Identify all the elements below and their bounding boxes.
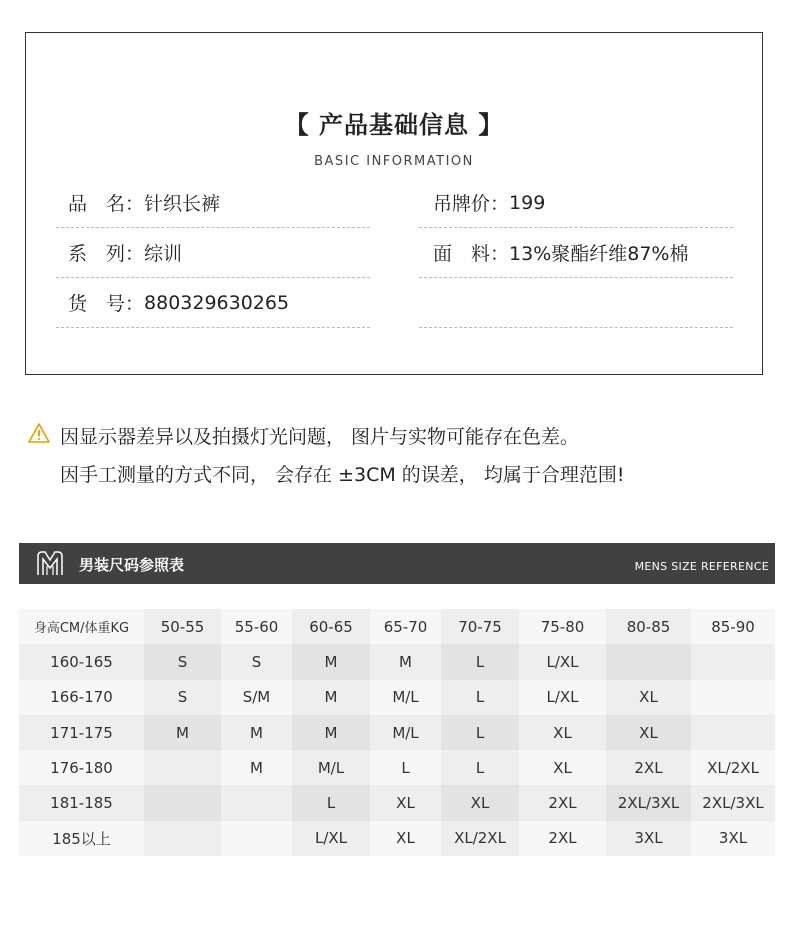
size-cell: S — [221, 644, 292, 679]
info-label: 品 名： — [68, 193, 145, 215]
info-row-series — [56, 228, 370, 278]
size-cell: M/L — [370, 715, 441, 750]
size-cell: M/L — [292, 750, 370, 785]
size-cell: 2XL — [519, 785, 606, 820]
size-table-corner: 身高CM/体重KG — [19, 609, 144, 644]
table-row — [19, 785, 775, 820]
size-cell — [144, 821, 221, 856]
weight-column-header: 75-80 — [519, 609, 606, 644]
size-cell: XL — [370, 821, 441, 856]
height-row-header: 185以上 — [19, 821, 144, 856]
height-row-header: 160-165 — [19, 644, 144, 679]
size-cell: 2XL/3XL — [691, 785, 775, 820]
size-cell — [606, 644, 691, 679]
size-cell: L — [370, 750, 441, 785]
table-row — [19, 821, 775, 856]
size-table-header-row — [19, 609, 775, 644]
info-row-price — [419, 178, 733, 228]
weight-column-header: 50-55 — [144, 609, 221, 644]
info-title: 【 产品基础信息 】 — [284, 111, 504, 139]
size-cell: 3XL — [606, 821, 691, 856]
size-cell: 2XL — [519, 821, 606, 856]
height-row-header: 171-175 — [19, 715, 144, 750]
info-value: 综训 — [144, 243, 183, 265]
size-cell: XL — [606, 680, 691, 715]
table-row — [19, 715, 775, 750]
weight-column-header: 80-85 — [606, 609, 691, 644]
size-cell: L/XL — [519, 680, 606, 715]
size-cell: M — [144, 715, 221, 750]
info-row-sku — [56, 278, 370, 328]
info-label: 货 号： — [68, 293, 145, 315]
notice-line-1: 因显示器差异以及拍摄灯光问题， 图片与实物可能存在色差。 — [60, 426, 580, 448]
size-cell: M/L — [370, 680, 441, 715]
info-label: 面 料： — [433, 243, 510, 265]
size-cell — [221, 785, 292, 820]
height-row-header: 176-180 — [19, 750, 144, 785]
weight-column-header: 60-65 — [292, 609, 370, 644]
size-cell: L — [292, 785, 370, 820]
size-cell: M — [292, 715, 370, 750]
size-cell: L — [441, 644, 519, 679]
size-cell: XL — [370, 785, 441, 820]
size-cell: XL/2XL — [691, 750, 775, 785]
size-cell: L/XL — [519, 644, 606, 679]
size-cell: L — [441, 715, 519, 750]
size-cell — [691, 644, 775, 679]
size-cell — [144, 785, 221, 820]
product-info-box — [25, 32, 763, 375]
size-table — [19, 609, 775, 856]
size-cell — [144, 750, 221, 785]
size-cell: XL — [519, 750, 606, 785]
weight-column-header: 70-75 — [441, 609, 519, 644]
size-cell — [691, 715, 775, 750]
weight-column-header: 65-70 — [370, 609, 441, 644]
size-cell: XL — [441, 785, 519, 820]
size-cell: M — [292, 680, 370, 715]
size-cell: XL — [519, 715, 606, 750]
size-cell: L — [441, 680, 519, 715]
size-cell — [221, 821, 292, 856]
size-cell: M — [292, 644, 370, 679]
size-cell: S — [144, 680, 221, 715]
warning-icon — [28, 423, 50, 443]
height-row-header: 166-170 — [19, 680, 144, 715]
size-cell: M — [221, 715, 292, 750]
size-cell: XL — [606, 715, 691, 750]
info-value: 199 — [509, 191, 546, 214]
notice-line-2: 因手工测量的方式不同， 会存在 ±3CM 的误差， 均属于合理范围! — [60, 464, 625, 486]
size-chart-subtitle: MENS SIZE REFERENCE — [634, 560, 769, 573]
info-value: 13%聚酯纤维87%棉 — [509, 243, 689, 265]
info-value: 880329630265 — [144, 291, 290, 314]
info-label: 吊牌价： — [433, 193, 510, 215]
size-cell: 2XL/3XL — [606, 785, 691, 820]
size-cell: L/XL — [292, 821, 370, 856]
size-cell: 3XL — [691, 821, 775, 856]
info-subtitle: BASIC INFORMATION — [314, 154, 474, 169]
size-cell: S — [144, 644, 221, 679]
info-row-name — [56, 178, 370, 228]
height-row-header: 181-185 — [19, 785, 144, 820]
table-row — [19, 680, 775, 715]
info-value: 针织长裤 — [144, 193, 221, 215]
info-row-fabric — [419, 228, 733, 278]
info-row-empty — [419, 278, 733, 328]
size-cell: XL/2XL — [441, 821, 519, 856]
size-cell: M — [370, 644, 441, 679]
brand-logo-icon — [36, 550, 64, 577]
size-cell: 2XL — [606, 750, 691, 785]
size-cell: M — [221, 750, 292, 785]
table-row — [19, 644, 775, 679]
size-cell: S/M — [221, 680, 292, 715]
weight-column-header: 85-90 — [691, 609, 775, 644]
size-cell — [691, 680, 775, 715]
table-row — [19, 750, 775, 785]
size-cell: L — [441, 750, 519, 785]
info-label: 系 列： — [68, 243, 145, 265]
weight-column-header: 55-60 — [221, 609, 292, 644]
size-chart-title: 男装尺码参照表 — [79, 556, 185, 574]
size-chart-header — [19, 543, 775, 584]
